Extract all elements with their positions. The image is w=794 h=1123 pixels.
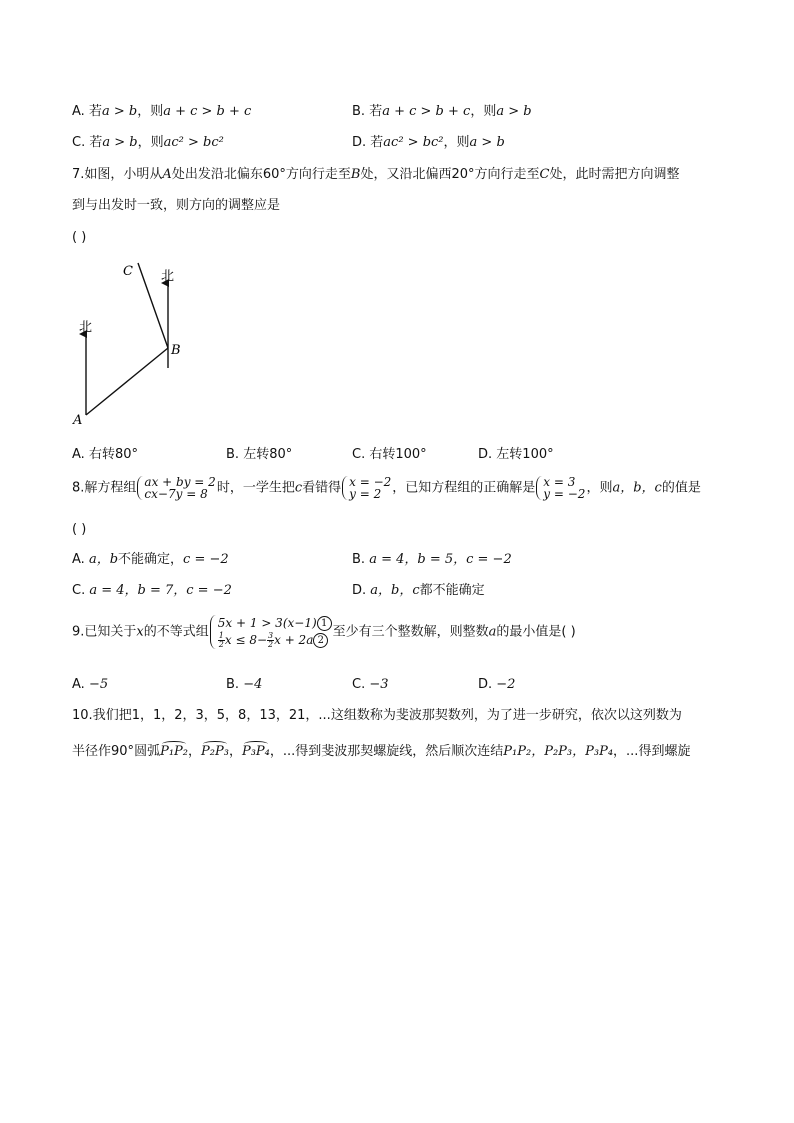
segments: P₁P₂，P₂P₃，P₃P₄: [503, 744, 614, 759]
equation-row: y = 2: [349, 487, 382, 501]
option-text: 右转: [369, 447, 396, 462]
option-value: −3: [369, 677, 389, 692]
option-text: 若: [370, 135, 384, 150]
option-text: 左转: [496, 447, 523, 462]
math-expr: a + c > b + c: [163, 104, 252, 119]
option-label: B.: [352, 552, 370, 567]
option-label: D.: [478, 447, 497, 462]
question-number: 9.: [72, 624, 85, 640]
option-label: C.: [72, 583, 90, 598]
stem-text: 的不等式组: [143, 624, 209, 640]
fraction-half: [218, 632, 225, 649]
question-number: 10.: [72, 708, 93, 723]
q7-option-b: [226, 446, 292, 464]
option-label: B.: [226, 447, 244, 462]
stem-text: 方向行走至: [474, 167, 540, 182]
q10-stem-line1: [72, 707, 682, 725]
inequality-expr: x + 2a: [274, 633, 314, 647]
circled-number: 2: [313, 633, 328, 648]
equation-row: x = −2: [349, 475, 392, 489]
angle-value: 20°: [451, 167, 475, 182]
point-label-b: B: [171, 343, 181, 358]
math-expr: a > b: [102, 135, 138, 150]
stem-text: ...这组数称为斐波那契数列，为了进一步研究，依次以这列数为: [318, 708, 682, 723]
math-expr: a，b: [88, 552, 119, 567]
math-expr: ac² > bc²: [383, 135, 444, 150]
equation-row: y = −2: [543, 487, 586, 501]
brace: [210, 615, 217, 649]
q6-option-c: [72, 134, 224, 152]
arc-p2p3: P₂P₃: [201, 744, 229, 759]
option-text: 都不能确定: [419, 583, 485, 598]
stem-text: 至少有三个整数解，则整数: [332, 624, 489, 640]
stem-text: 的最小值是( ): [496, 624, 576, 640]
math-expr: a > b: [469, 135, 505, 150]
stem-text: 已知关于: [84, 624, 137, 640]
option-text: ，则: [470, 104, 497, 119]
q7-option-d: [478, 446, 554, 464]
option-label: C.: [352, 677, 370, 692]
math-var: c: [294, 480, 303, 496]
option-label: D.: [352, 135, 371, 150]
q8-option-d: [352, 582, 485, 600]
numerator: 1: [218, 631, 224, 640]
equation-system-2: [342, 476, 391, 500]
option-label: A.: [72, 677, 89, 692]
q7-option-c: [352, 446, 427, 464]
segment-ab: [86, 348, 168, 415]
q10-stem-line2: [72, 743, 690, 761]
stem-text: 方向行走至: [285, 167, 351, 182]
equation-system-3: [536, 476, 585, 500]
equation-system-1: [137, 476, 215, 500]
option-text: ，则: [137, 104, 164, 119]
point-label-c: C: [123, 264, 133, 279]
inequality-row-1: [218, 615, 332, 632]
fibonacci-sequence: 1，1，2，3，5，8，13，21，: [131, 708, 319, 723]
option-text: 若: [88, 104, 102, 119]
question-number: 7.: [72, 167, 85, 182]
inequality-expr: x ≤ 8−: [224, 633, 268, 647]
q7-answer-paren: ( ): [72, 230, 87, 245]
math-var: B: [350, 167, 361, 182]
stem-text: ，...得到斐波那契螺旋线，然后顺次连结: [269, 744, 504, 759]
option-label: A.: [72, 552, 89, 567]
q9-stem: [72, 615, 576, 649]
option-text: ，则: [443, 135, 470, 150]
math-var: A: [162, 167, 172, 182]
option-text: 左转: [243, 447, 270, 462]
option-label: A.: [72, 447, 89, 462]
stem-text: ，...得到螺旋: [613, 744, 691, 759]
math-expr: a = 4，b = 7，c = −2: [89, 583, 232, 598]
math-expr: ac² > bc²: [163, 135, 224, 150]
math-expr: a，b，c: [612, 480, 662, 496]
separator: ，: [228, 744, 242, 759]
stem-text: 处出发沿北偏东: [171, 167, 263, 182]
north-label-b: 北: [161, 269, 175, 284]
stem-text: 处，此时需把方向调整: [549, 167, 680, 182]
math-var: C: [539, 167, 550, 182]
math-var: a: [488, 624, 497, 640]
q7-stem-line2: 到与出发时一致，则方向的调整应是: [72, 198, 281, 213]
angle-value: 90°: [111, 744, 135, 759]
option-label: C.: [72, 135, 90, 150]
question-number: 8.: [72, 480, 85, 496]
arc-p3p4: P₃P₄: [241, 744, 270, 759]
option-label: B.: [352, 104, 370, 119]
option-text: 若: [369, 104, 383, 119]
stem-text: ，则: [586, 480, 613, 496]
q7-direction-figure: [64, 258, 194, 428]
option-value: 100°: [522, 447, 554, 462]
option-text: 右转: [88, 447, 115, 462]
option-label: D.: [352, 583, 371, 598]
inequality-system: [210, 615, 332, 649]
inequality-expr: 5x + 1 > 3(x−1): [217, 616, 317, 630]
equation-row: x = 3: [543, 475, 576, 489]
stem-text: 看错得: [302, 480, 342, 496]
option-label: A.: [72, 104, 89, 119]
stem-text: 我们把: [92, 708, 132, 723]
equation-row: cx−7y = 8: [144, 487, 208, 501]
option-value: 100°: [395, 447, 427, 462]
math-expr: a，b，c: [370, 583, 420, 598]
q6-option-b: [352, 103, 532, 121]
q6-option-a: [72, 103, 251, 121]
q9-option-b: [226, 676, 262, 694]
angle-value: 60°: [262, 167, 286, 182]
brace: [342, 476, 349, 500]
option-value: −2: [496, 677, 516, 692]
q9-option-a: [72, 676, 108, 694]
q9-option-d: [478, 676, 515, 694]
stem-text: 半径作: [72, 744, 112, 759]
denominator: 2: [218, 640, 224, 649]
math-expr: a = 4，b = 5，c = −2: [369, 552, 512, 567]
separator: ，: [188, 744, 202, 759]
stem-text: 圆弧: [134, 744, 161, 759]
q8-option-b: [352, 551, 512, 569]
q8-option-a: [72, 551, 229, 569]
q8-answer-paren: ( ): [72, 522, 87, 537]
q7-option-a: [72, 446, 138, 464]
stem-text: 如图，小明从: [84, 167, 163, 182]
denominator: 2: [268, 640, 274, 649]
option-text: ，则: [137, 135, 164, 150]
option-value: −5: [88, 677, 109, 692]
brace: [536, 476, 543, 500]
stem-text: 处，又沿北偏西: [360, 167, 452, 182]
q8-option-c: [72, 582, 232, 600]
q9-option-c: [352, 676, 389, 694]
option-label: D.: [478, 677, 497, 692]
stem-text: 解方程组: [84, 480, 137, 496]
option-text: 若: [89, 135, 103, 150]
inequality-row-2: [218, 632, 332, 649]
stem-text: 时，一学生把: [216, 480, 295, 496]
brace: [137, 476, 144, 500]
option-value: −4: [243, 677, 263, 692]
math-expr: a > b: [101, 104, 138, 119]
q8-stem: [72, 476, 701, 500]
equation-row: ax + by = 2: [144, 475, 216, 489]
option-label: C.: [352, 447, 370, 462]
arc-p1p2: P₁P₂: [160, 744, 188, 759]
option-value: 80°: [114, 447, 138, 462]
q7-stem-line1: [72, 166, 680, 184]
q6-option-d: [352, 134, 505, 152]
math-var: x: [136, 624, 144, 640]
circled-number: 1: [317, 616, 332, 631]
north-label-a: 北: [79, 320, 93, 335]
option-label: B.: [226, 677, 244, 692]
option-text: 不能确定，: [118, 552, 184, 567]
option-value: 80°: [269, 447, 293, 462]
stem-text: ，已知方程组的正确解是: [392, 480, 536, 496]
numerator: 3: [268, 631, 274, 640]
math-expr: a + c > b + c: [382, 104, 471, 119]
math-expr: a > b: [496, 104, 532, 119]
math-expr: c = −2: [183, 552, 229, 567]
stem-text: 的值是: [661, 480, 701, 496]
point-label-a: A: [73, 413, 83, 428]
